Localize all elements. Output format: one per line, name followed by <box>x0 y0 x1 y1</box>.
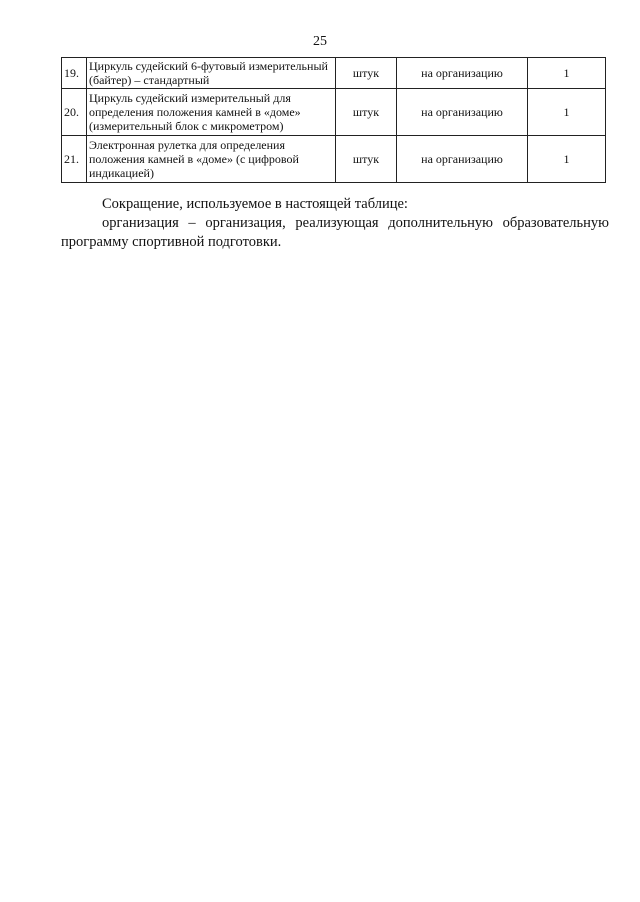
calculation-unit: на организацию <box>397 136 528 183</box>
unit-of-measure: штук <box>336 89 397 136</box>
row-number: 20. <box>62 89 87 136</box>
equipment-name: Циркуль судейский 6-футовый измерительный (байтер) – стандартный <box>87 58 336 89</box>
unit-of-measure: штук <box>336 136 397 183</box>
equipment-name: Электронная рулетка для определения положения камней в «доме» (с цифровой индикацией) <box>87 136 336 183</box>
unit-of-measure: штук <box>336 58 397 89</box>
equipment-table <box>61 57 606 183</box>
calculation-unit: на организацию <box>397 58 528 89</box>
abbreviation-notes <box>61 195 609 252</box>
quantity: 1 <box>528 136 606 183</box>
calculation-unit: на организацию <box>397 89 528 136</box>
notes-heading: Сокращение, используемое в настоящей таблице: <box>102 196 408 212</box>
quantity: 1 <box>528 89 606 136</box>
page-number: 25 <box>313 34 327 49</box>
table-row <box>62 89 606 136</box>
abbreviation-definition: организация – организация, реализующая дополнительную образовательную программу спортивной подготовки. <box>61 215 609 250</box>
quantity: 1 <box>528 58 606 89</box>
row-number: 21. <box>62 136 87 183</box>
table-row <box>62 58 606 89</box>
row-number: 19. <box>62 58 87 89</box>
table-row <box>62 136 606 183</box>
equipment-name: Циркуль судейский измерительный для определения положения камней в «доме» (измерительный блок с микрометром) <box>87 89 336 136</box>
